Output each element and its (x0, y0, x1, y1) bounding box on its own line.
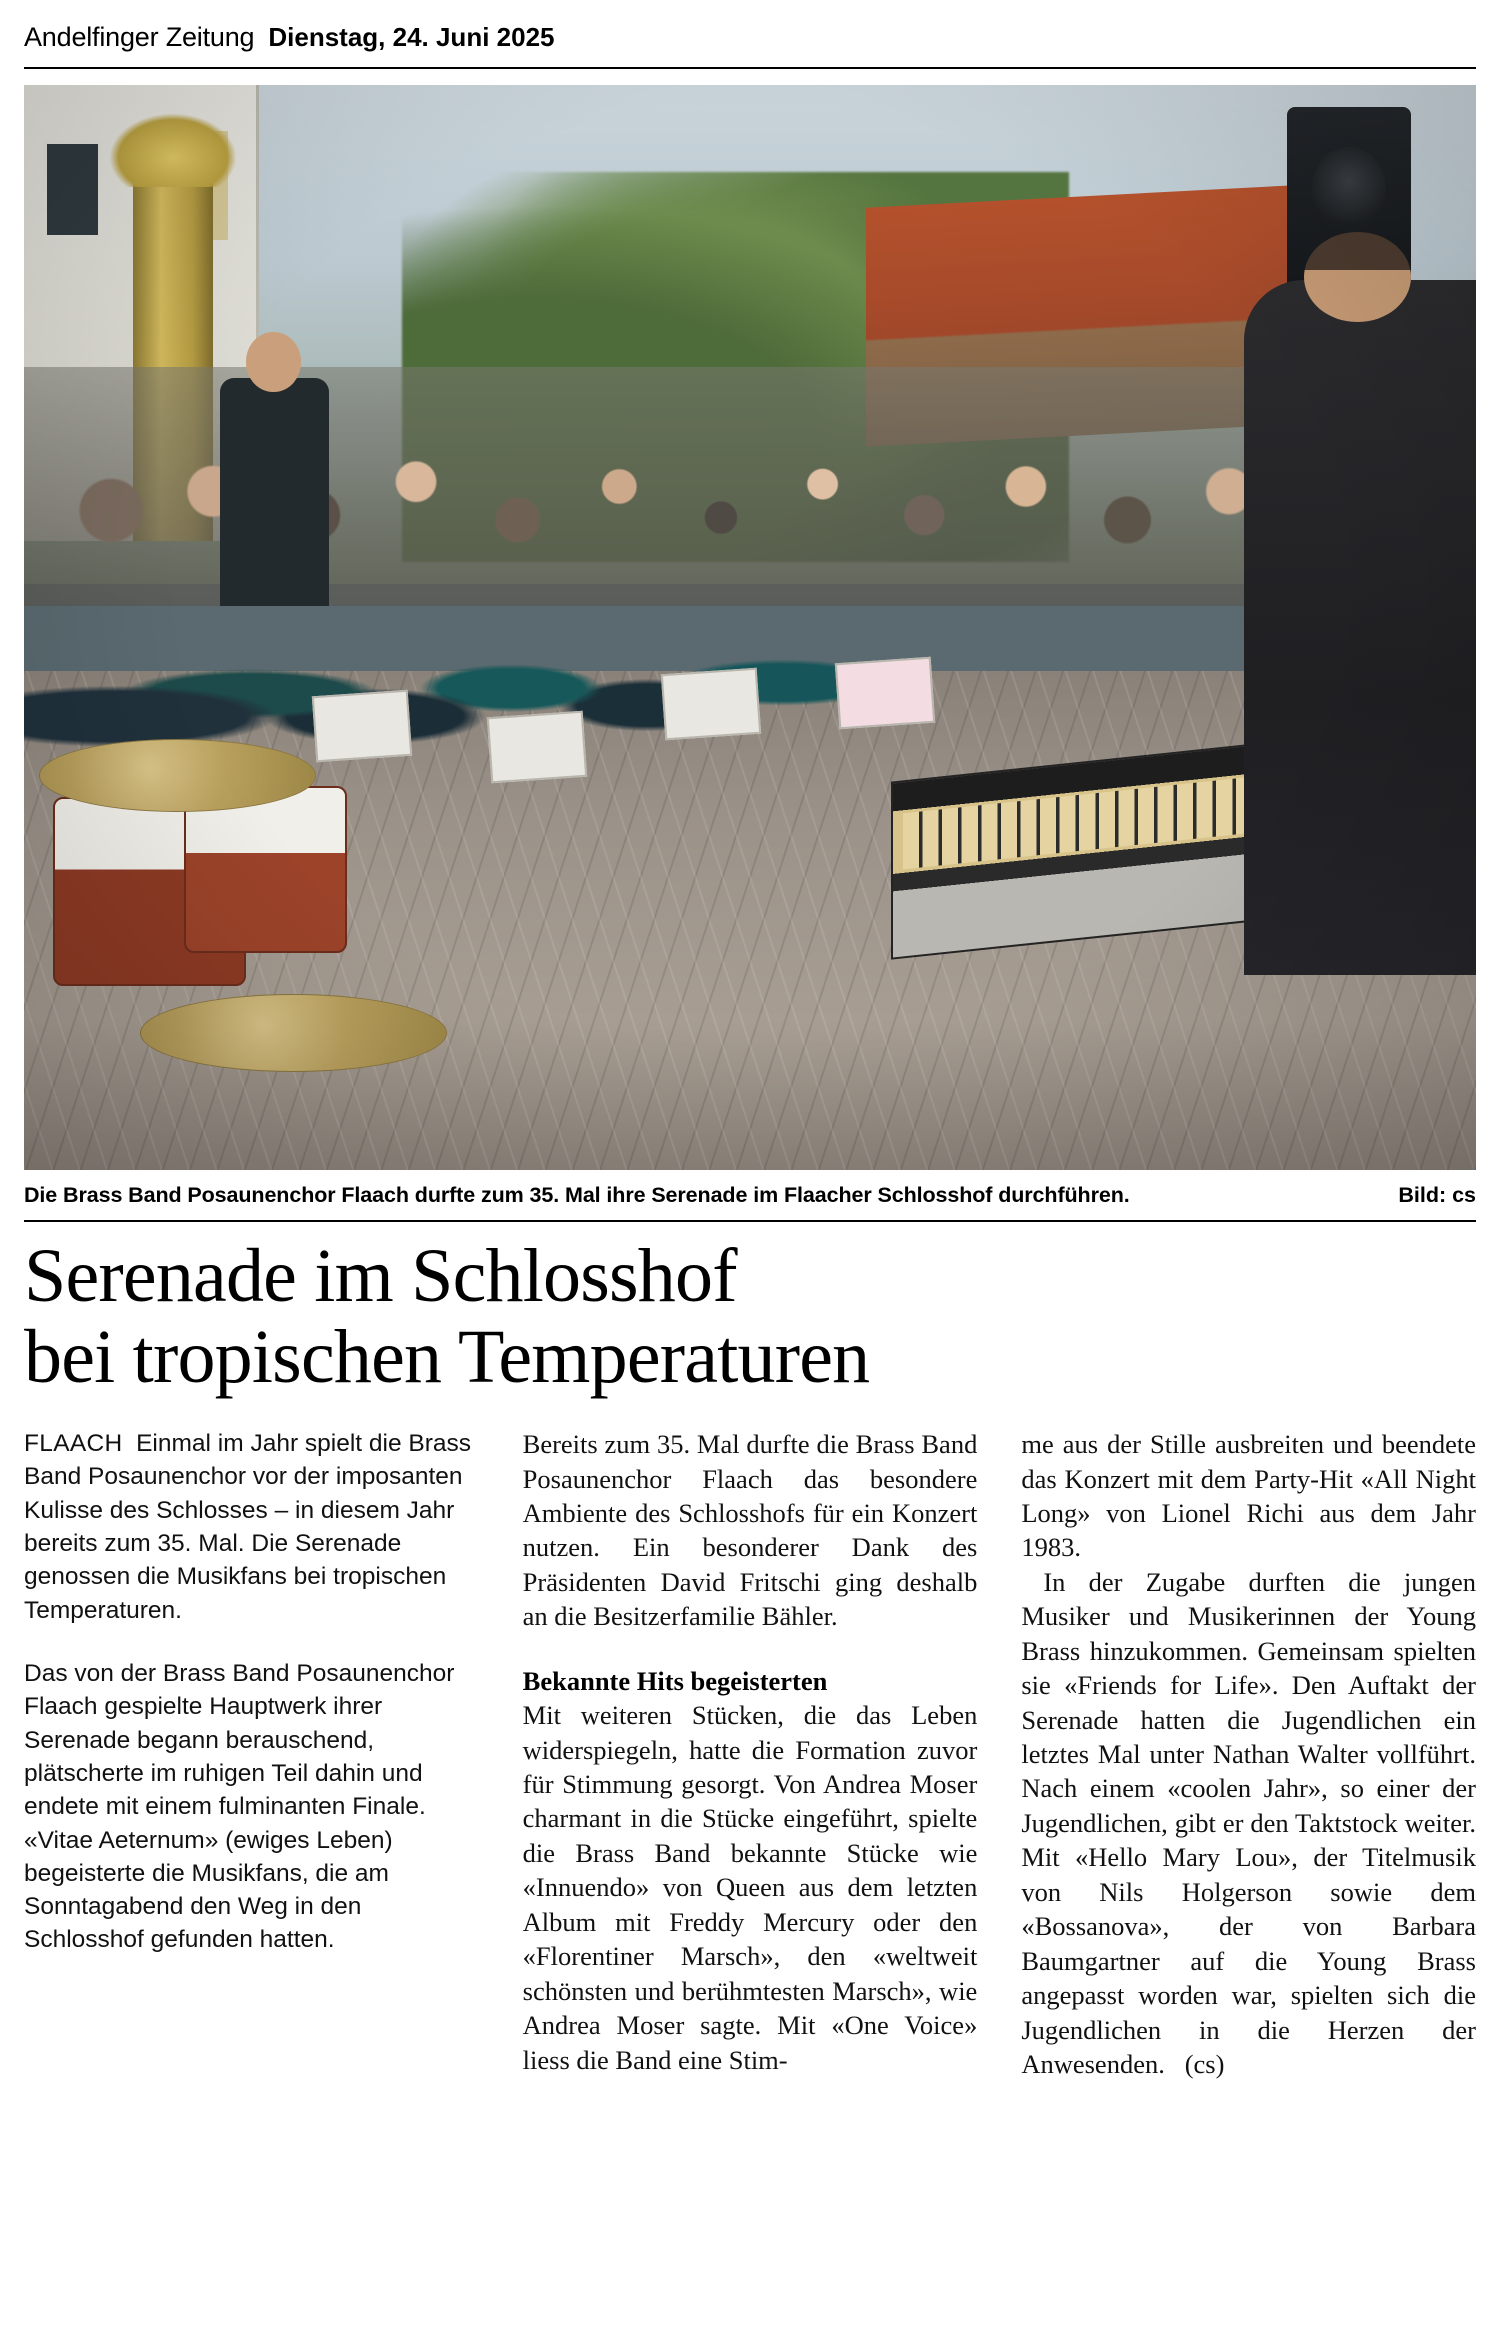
publication-name: Andelfinger Zeitung (24, 22, 255, 52)
article-body (24, 1427, 1476, 2081)
article-column-1 (24, 1427, 479, 2081)
article-dateline: FLAACH (24, 1430, 123, 1458)
article-paragraph: Mit weiteren Stücken, die das Leben widerspiegeln, hatte die Formation zuvor für Stimmung gesorgt. Von Andrea Moser charmant in die Stücke eingeführt, spielte die Brass Band bekannte Stücke wie «Innuendo» von Queen aus dem letzten Album mit Freddy Mercury oder den «Florentiner Marsch», den «weltweit schönsten und berühmtesten Marsch», wie Andrea Moser sagte. Mit «One Voice» liess die Band eine Stim- (522, 1700, 978, 2075)
photo-caption: Die Brass Band Posaunenchor Flaach durfte zum 35. Mal ihre Serenade im Flaacher Schlosshof durchführen. (24, 1183, 1130, 1207)
article-lede-text: Einmal im Jahr spielt die Brass Band Posaunenchor vor der imposanten Kulisse des Schlosses – in diesem Jahr bereits zum 35. Mal. Die Serenade genossen die Musikfans bei tropischen Temperaturen. (24, 1430, 472, 1624)
article-lede (24, 1427, 479, 1627)
photo-vignette (24, 85, 1476, 1170)
article-photo (24, 85, 1476, 1170)
article-paragraph (1021, 1565, 1476, 2082)
column-spacer (523, 1634, 978, 1664)
article-subheading: Bekannte Hits begeisterten (522, 1665, 828, 1696)
article-paragraph: me aus der Stille ausbreiten und beendete das Konzert mit dem Party-Hit «All Night Long» von Lionel Richi aus dem Jahr 1983. (1021, 1429, 1476, 1563)
publication-date: Dienstag, 24. Juni 2025 (268, 22, 555, 52)
headline-line-2: bei tropischen Temperaturen (24, 1314, 870, 1399)
photo-illustration (24, 85, 1476, 1170)
photo-caption-row (24, 1183, 1476, 1218)
article-paragraph-text: In der Zugabe durften die jungen Musiker und Musikerinnen der Young Brass hinzukommen. Gemeinsam spielten sie «Friends for Life». Den Auftakt der Serenade hatten die Jugendlichen ein letztes Mal unter Nathan Walter vollführt. Nach einem «coolen Jahr», so einer der Jugendlichen, gibt er den Taktstock weiter. Mit «Hello Mary Lou», der Titelmusik von Nils Holgerson sowie dem «Bossanova», der von Barbara Baumgartner auf die Young Brass angepasst worden war, spielten sich die Jugendlichen in die Herzen der Anwesenden. (1021, 1566, 1476, 2079)
page-title (24, 1236, 1476, 1397)
column-spacer (24, 1627, 479, 1657)
article-column-2 (523, 1427, 978, 2081)
masthead (24, 22, 1476, 69)
article-paragraph: Bereits zum 35. Mal durfte die Brass Band Posaunenchor Flaach das besondere Ambiente des Schlosshofs für ein Konzert nutzen. Ein besonderer Dank des Präsidenten David Fritschi ging deshalb an die Besitzerfamilie Bähler. (522, 1429, 978, 1632)
headline-block (24, 1220, 1476, 1397)
article-column-3 (1021, 1427, 1476, 2081)
photo-credit: Bild: cs (1398, 1183, 1476, 1207)
article-paragraph: Das von der Brass Band Posaunenchor Flaach gespielte Hauptwerk ihrer Serenade begann berauschend, plätscherte im ruhigen Teil dahin und endete mit einem fulminanten Finale. «Vitae Aeternum» (ewiges Leben) begeisterte die Musikfans, die am Sonntagabend den Weg in den Schlosshof gefunden hatten. (24, 1659, 455, 1954)
article-author-credit: (cs) (1184, 2048, 1225, 2079)
headline-line-1: Serenade im Schlosshof (24, 1234, 737, 1318)
